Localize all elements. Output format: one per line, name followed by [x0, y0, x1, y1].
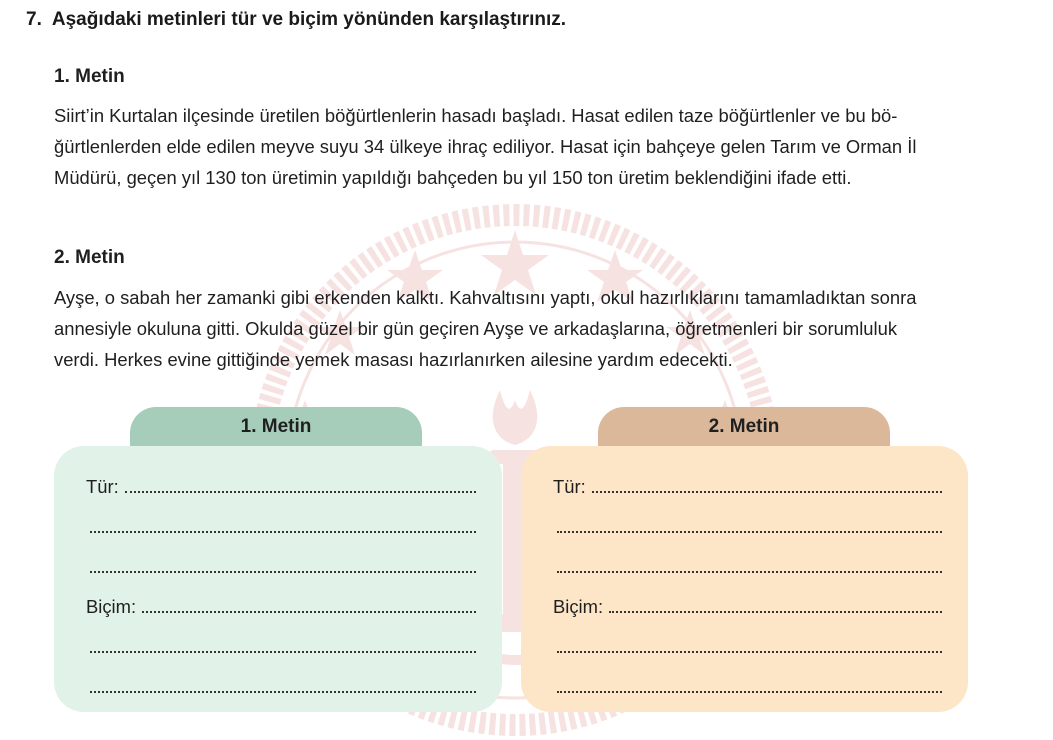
question-heading	[26, 9, 566, 31]
text2-line: verdi. Herkes evine gittiğinde yemek masası hazırlanırken ailesine yardım edecekti.	[54, 349, 733, 370]
answer-line[interactable]	[90, 690, 476, 693]
answer-line[interactable]	[557, 530, 942, 533]
bicim-label: Biçim:	[86, 596, 137, 617]
answer-line[interactable]	[90, 530, 476, 533]
bicim-label: Biçim:	[553, 596, 604, 617]
bicim-row[interactable]	[553, 592, 942, 618]
tur-label: Tür:	[553, 476, 586, 497]
text1-line: ğürtlenlerden elde edilen meyve suyu 34 ülkeye ihraç ediliyor. Hasat için bahçeye gelen Tarım ve Orman İl	[54, 136, 917, 157]
card-left-tab: 1. Metin	[130, 407, 422, 459]
text2-paragraph	[54, 282, 1039, 375]
answer-row[interactable]	[90, 632, 476, 658]
question-text: Aşağıdaki metinleri tür ve biçim yönünden karşılaştırınız.	[51, 9, 567, 30]
text2-line: annesiyle okuluna gitti. Okulda güzel bir gün geçiren Ayşe ve arkadaşlarına, öğretmenleri bir sorumluluk	[54, 318, 898, 339]
tur-row[interactable]	[86, 472, 476, 498]
answer-line[interactable]	[557, 690, 942, 693]
text2-line: Ayşe, o sabah her zamanki gibi erkenden kalktı. Kahvaltısını yaptı, okul hazırlıklarını tamamladıktan sonra	[54, 287, 917, 308]
text1-title: 1. Metin	[54, 66, 125, 87]
text1-line: Müdürü, geçen yıl 130 ton üretimin yapıldığı bahçeden bu yıl 150 ton üretim beklendiğini ifade etti.	[54, 167, 852, 188]
text1-line: Siirt’in Kurtalan ilçesinde üretilen böğürtlenlerin hasadı başladı. Hasat edilen taze böğürtlenler ve bu bö-	[54, 105, 898, 126]
answer-row[interactable]	[90, 552, 476, 578]
answer-row[interactable]	[557, 552, 942, 578]
tur-row[interactable]	[553, 472, 942, 498]
answer-line[interactable]	[592, 490, 942, 493]
answer-line[interactable]	[90, 650, 476, 653]
answer-line[interactable]	[90, 570, 476, 573]
answer-line[interactable]	[142, 610, 476, 613]
answer-row[interactable]	[557, 672, 942, 698]
answer-line[interactable]	[609, 610, 942, 613]
answer-row[interactable]	[557, 512, 942, 538]
tur-label: Tür:	[86, 476, 119, 497]
question-number: 7.	[26, 9, 42, 30]
card-right-tab: 2. Metin	[598, 407, 890, 459]
answer-line[interactable]	[557, 570, 942, 573]
answer-row[interactable]	[90, 512, 476, 538]
answer-row[interactable]	[557, 632, 942, 658]
bicim-row[interactable]	[86, 592, 476, 618]
text2-title: 2. Metin	[54, 247, 125, 268]
answer-line[interactable]	[557, 650, 942, 653]
text1-paragraph	[54, 100, 1039, 193]
answer-line[interactable]	[125, 490, 476, 493]
card-right	[521, 446, 968, 712]
answer-row[interactable]	[90, 672, 476, 698]
card-left	[54, 446, 502, 712]
